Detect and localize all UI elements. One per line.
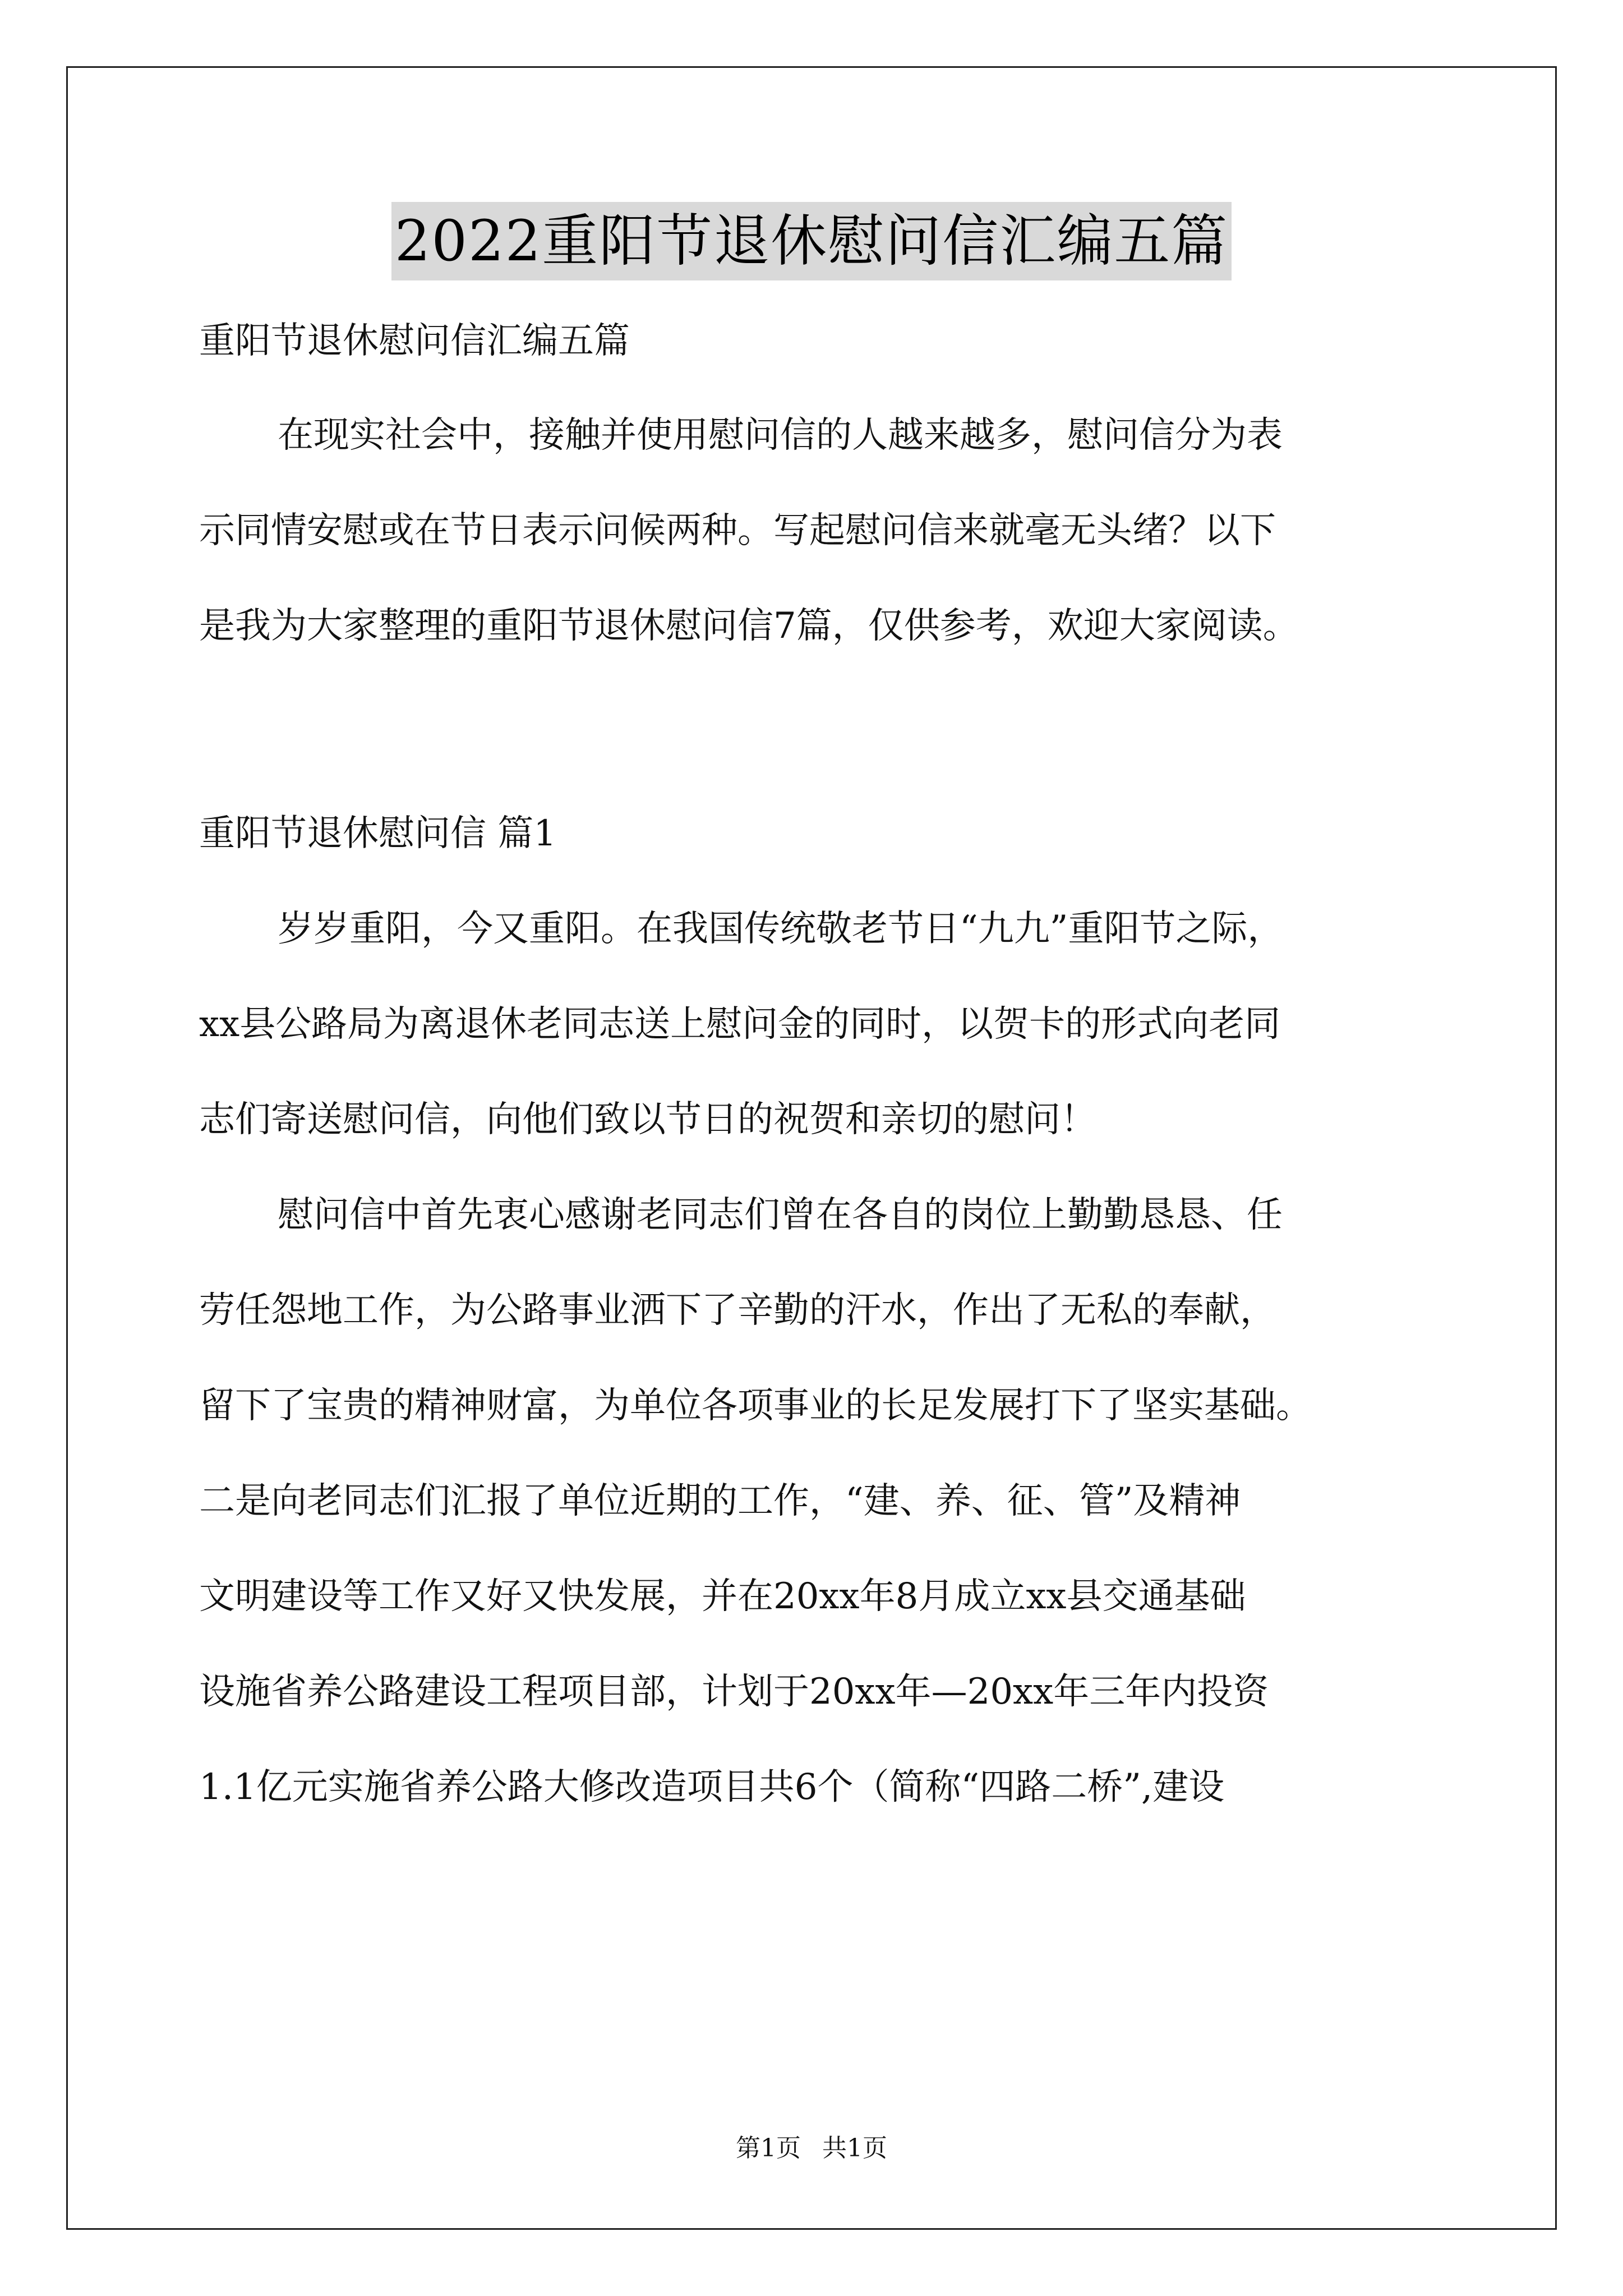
intro-paragraph <box>199 407 1433 654</box>
document-subtitle: 重阳节退休慰问信汇编五篇 <box>199 320 630 362</box>
paragraph-line: 留下了宝贵的精神财富，为单位各项事业的长足发展打下了坚实基础。 <box>199 1385 1312 1427</box>
document-title: 2022重阳节退休慰问信汇编五篇 <box>391 202 1232 280</box>
paragraph-line: 1.1亿元实施省养公路大修改造项目共6个（简称“四路二桥”,建设 <box>199 1766 1225 1808</box>
intro-line: 示同情安慰或在节日表示问候两种。写起慰问信来就毫无头绪？以下 <box>199 510 1276 551</box>
paragraph-line: 设施省养公路建设工程项目部，计划于20xx年—20xx年三年内投资 <box>199 1671 1269 1713</box>
document-body <box>199 313 1433 1815</box>
paragraph-line: 岁岁重阳，今又重阳。在我国传统敬老节日“九九”重阳节之际， <box>278 908 1284 950</box>
paragraph-line: 文明建设等工作又好又快发展，并在20xx年8月成立xx县交通基础 <box>199 1576 1246 1617</box>
paragraph-line: 二是向老同志们汇报了单位近期的工作，“建、养、征、管”及精神 <box>199 1480 1241 1522</box>
paragraph-line: 志们寄送慰问信，向他们致以节日的祝贺和亲切的慰问！ <box>199 1099 1096 1140</box>
paragraph-line: 劳任怨地工作，为公路事业洒下了辛勤的汗水，作出了无私的奉献， <box>199 1290 1276 1331</box>
section-heading: 重阳节退休慰问信 篇1 <box>199 813 557 854</box>
page-number-total: 共1页 <box>822 2134 887 2162</box>
page-footer <box>0 2132 1623 2165</box>
intro-line: 是我为大家整理的重阳节退休慰问信7篇，仅供参考，欢迎大家阅读。 <box>199 605 1299 647</box>
paragraph-line: 慰问信中首先衷心感谢老同志们曾在各自的岗位上勤勤恳恳、任 <box>278 1194 1283 1236</box>
title-area <box>0 202 1623 280</box>
paragraph-2 <box>199 1187 1433 1815</box>
page-number-current: 第1页 <box>736 2134 801 2162</box>
intro-line: 在现实社会中，接触并使用慰问信的人越来越多，慰问信分为表 <box>278 415 1283 456</box>
paragraph-1 <box>199 901 1433 1148</box>
paragraph-line: xx县公路局为离退休老同志送上慰问金的同时，以贺卡的形式向老同 <box>199 1004 1281 1045</box>
